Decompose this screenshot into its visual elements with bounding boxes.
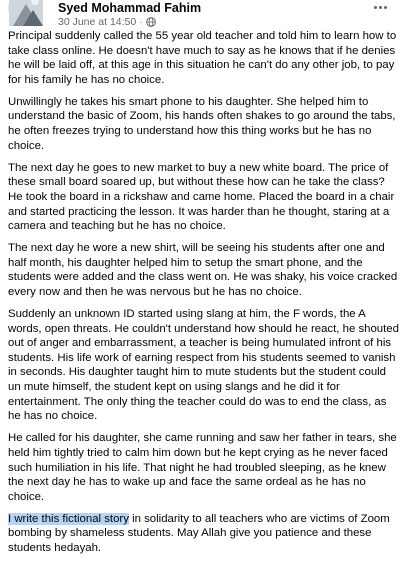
post-paragraph: Suddenly an unknown ID started using slang at him, the F words, the A words, open threats. He couldn't understand how should he react, he shouted out of anger and embarrassment, a teacher is being humulated infront of his students. His life work of earning respect from his students seemed to vanish in seconds. His daughter taught him to mute students but the student could un mute himself, the student kept on using slangs and he did it for entertainment. The only thing the teacher could do was to end the class, as he has no choice. <box>8 308 399 423</box>
post-paragraph: He called for his daughter, she came running and saw her father in tears, she held him tightly tried to calm him down but he kept crying as he never faced such humiliation in his life. That night he had troubled sleeping, as he knew the next day he has to wake up and face the same ordeal as he has no choice. <box>8 432 397 503</box>
post-meta <box>58 16 156 28</box>
post-header <box>0 0 403 30</box>
post-date[interactable]: 30 June at 14:50 <box>58 16 137 28</box>
globe-icon[interactable] <box>146 17 156 27</box>
more-options-icon[interactable] <box>369 0 391 14</box>
post-paragraph: Unwillingly he takes his smart phone to his daughter. She helped him to understand the basic of Zoom, his hands often shakes to go around the tabs, he often freezes trying to understand how this thing works but he has no choice. <box>8 95 396 152</box>
avatar-image <box>9 0 43 26</box>
author-name[interactable]: Syed Mohammad Fahim <box>58 1 202 15</box>
post-paragraph-last <box>8 512 400 556</box>
meta-separator: · <box>139 16 143 28</box>
post-body <box>8 29 400 563</box>
post-paragraph: The next day he wore a new shirt, will be seeing his students after one and half month, his daughter helped him to setup the smart phone, and the students were added and the class went on. He was shaky, his voice cracked every now and then he was nervous but he has no choice. <box>8 242 398 298</box>
author-avatar[interactable] <box>8 0 42 25</box>
post-paragraph: Principal suddenly called the 55 year old teacher and told him to learn how to take class online. He doesn't have much to say as he knows that if he denies he will be laid off, at this age in this situation he can't do any other job, to pay for his family he has no choice. <box>8 30 397 86</box>
selected-text-highlight[interactable]: I write this fictional story <box>8 512 129 525</box>
post-paragraph-rest: in solidarity to all teachers who are victims of Zoom bombing by shameless students. May Allah give you patience and these students hedayah. <box>8 512 390 554</box>
post-paragraph: The next day he goes to new market to buy a new white board. The price of these small board soared up, but without these how can he take the class? He took the board in a rickshaw and came home. Placed the board in a chair and started practicing the lesson. It was harder than he thought, staring at a camera and teaching but he has no choice. <box>8 161 395 233</box>
